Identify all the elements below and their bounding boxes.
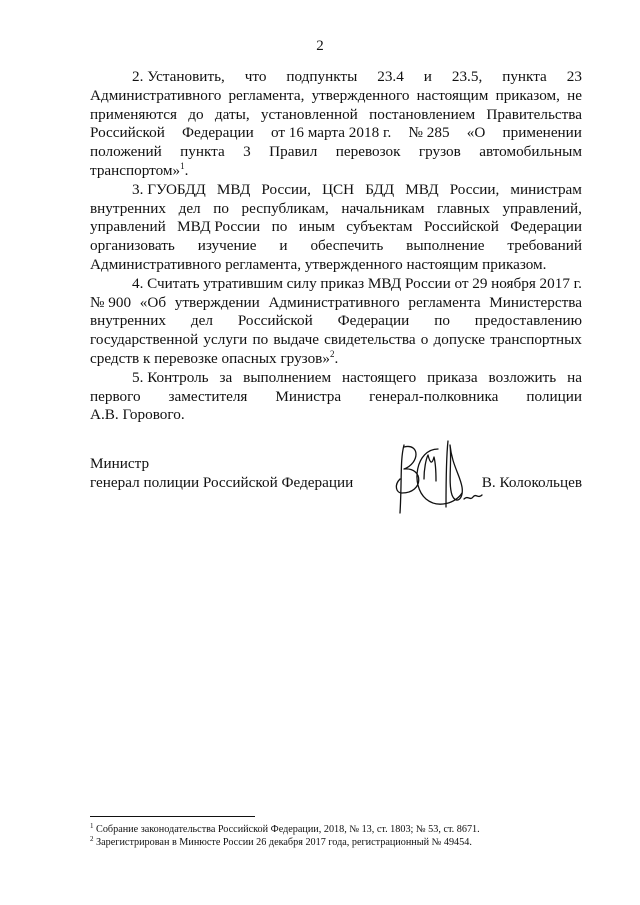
word: изучение (197, 237, 257, 255)
text-line-content: транспортом» (90, 161, 181, 179)
text-line (90, 143, 582, 162)
word: дел (190, 312, 213, 330)
word: Российской (90, 124, 165, 142)
word: полиции (526, 387, 582, 405)
word: по (252, 331, 269, 349)
footnote-number: 2 (90, 835, 94, 843)
word: приказом, (495, 86, 560, 104)
footnote-1 (90, 823, 480, 836)
word: МВД России (177, 218, 261, 236)
word: по (434, 312, 450, 330)
word: допуске (433, 331, 486, 349)
word: утратившим (203, 274, 283, 292)
word: пункта (502, 68, 547, 85)
word: субъектам (346, 218, 413, 236)
word: утвержденного (311, 86, 410, 104)
word: «Об (139, 293, 167, 311)
word: генерал-полковника (369, 387, 499, 405)
word: Административного (90, 86, 222, 104)
word: внутренних (90, 312, 167, 330)
word: установленной (260, 105, 358, 123)
text-line (90, 331, 582, 350)
word: услуги (203, 331, 248, 349)
word: предоставлению (474, 312, 582, 330)
word: регламента (408, 293, 481, 311)
text-line (90, 218, 582, 237)
word: положений (90, 143, 162, 161)
word: Правил (269, 143, 318, 161)
word: силу (286, 274, 317, 292)
footnote-ref-2: 2 (329, 348, 335, 359)
text-line (90, 294, 582, 313)
word: 2017 (539, 274, 570, 292)
word: первого (90, 387, 141, 405)
word: Министерства (489, 293, 582, 311)
word: по (271, 218, 288, 236)
word: Министра (275, 387, 342, 405)
word: МВД (367, 274, 402, 292)
word: пункта (180, 143, 225, 161)
word: настоящим (416, 86, 489, 104)
paragraph-4 (90, 275, 582, 369)
word: «О (466, 124, 486, 142)
word: регламента, (228, 86, 305, 104)
word: ЦСН (322, 180, 355, 198)
word: автомобильным (479, 143, 582, 161)
signatory-title-line-1: Министр (90, 455, 150, 472)
word: приказа (427, 368, 478, 386)
text-line (90, 369, 582, 388)
paragraph-3 (90, 181, 582, 275)
word: Российской (237, 312, 313, 330)
word: дел (178, 199, 201, 217)
word: 23.5, (451, 68, 483, 85)
word: № 285 (408, 124, 450, 142)
word: возложить (488, 368, 557, 386)
footnote-number: 1 (90, 822, 94, 830)
text-line (90, 200, 582, 219)
paragraph-5 (90, 369, 582, 425)
word: № 900 (90, 293, 132, 311)
text-line (90, 181, 582, 200)
text-line (90, 350, 582, 369)
word: внутренних (90, 199, 167, 217)
word: по (213, 199, 229, 217)
word: и (279, 237, 288, 255)
word: приказ (320, 274, 365, 292)
word: 23 (566, 68, 582, 85)
word: выполнение (406, 237, 485, 255)
text-line (90, 388, 582, 407)
text-line-content: А.В. Горового. (90, 406, 185, 424)
word: ноября (491, 274, 536, 292)
word: г. (573, 274, 582, 292)
text-line (90, 275, 582, 294)
word: 3 (243, 143, 251, 161)
page-number: 2 (316, 38, 324, 54)
word: требований (507, 237, 582, 255)
signature-block (90, 455, 590, 493)
word: даты, (214, 105, 250, 123)
footnotes (90, 823, 480, 849)
text-line (90, 256, 582, 275)
order-body (90, 68, 582, 425)
word: 23.4 (377, 68, 404, 85)
word: на (567, 368, 582, 386)
word: 5. Контроль (132, 368, 209, 386)
word: управлений, (502, 199, 582, 217)
footnote-text: Зарегистрирован в Минюсте России 26 декабря 2017 года, регистрационный № 49454. (93, 837, 472, 848)
word: 4. (132, 274, 144, 292)
paragraph-2 (90, 68, 582, 181)
word: применении (502, 124, 582, 142)
word: выдаче (273, 331, 319, 349)
word: не (567, 86, 582, 104)
word: начальникам (341, 199, 425, 217)
word: Правительства (486, 105, 582, 123)
text-line-content: средств к перевозке опасных грузов» (90, 349, 330, 367)
footnote-separator (90, 816, 255, 817)
signatory-title-line-2: генерал полиции Российской Федерации (90, 473, 354, 491)
text-line (90, 162, 582, 181)
word: Федерации (182, 124, 254, 142)
word: Считать (147, 274, 200, 292)
word: от 16 марта 2018 г. (270, 124, 392, 142)
text-line (90, 106, 582, 125)
word: постановлением (369, 105, 476, 123)
text-line (90, 312, 582, 331)
footnote-ref-1: 1 (180, 160, 185, 171)
line-end: . (334, 349, 339, 367)
word: управлений (90, 218, 166, 236)
word: перевозок (335, 143, 401, 161)
word: выполнением (243, 368, 332, 386)
word: от (454, 274, 469, 292)
line-end: . (184, 161, 189, 179)
word: о (420, 331, 429, 349)
word: за (219, 368, 233, 386)
word: иным (298, 218, 335, 236)
signatory-name: В. Колокольцев (481, 473, 582, 491)
word: 2. Установить, (132, 68, 225, 85)
word: свидетельства (324, 331, 416, 349)
word: Федерации (510, 218, 582, 236)
word: республикам, (241, 199, 329, 217)
word: министрам (510, 180, 582, 198)
word: России (405, 274, 451, 292)
footnote-2 (90, 836, 480, 849)
word: организовать (90, 237, 175, 255)
text-line (90, 124, 582, 143)
word: грузов (418, 143, 461, 161)
word: обеспечить (310, 237, 384, 255)
word: МВД (405, 180, 439, 198)
word: России, (449, 180, 500, 198)
word: государственной (90, 331, 199, 349)
text-line (90, 68, 582, 87)
footnote-text: Собрание законодательства Российской Федерации, 2018, № 13, ст. 1803; № 53, ст. 8671. (93, 824, 480, 835)
word: утверждении (174, 293, 260, 311)
word: до (188, 105, 204, 123)
word: главных (437, 199, 490, 217)
word: Административного (268, 293, 400, 311)
word: транспортных (490, 331, 582, 349)
handwritten-signature (390, 435, 485, 520)
text-line-content: Административного регламента, утвержденного настоящим приказом. (90, 255, 547, 273)
word: России, (261, 180, 311, 198)
word: МВД (216, 180, 251, 198)
word: Федерации (337, 312, 410, 330)
word: настоящего (342, 368, 417, 386)
text-line (90, 406, 582, 425)
word: заместителя (168, 387, 248, 405)
text-line (90, 237, 582, 256)
word: применяются (90, 105, 178, 123)
text-line (90, 87, 582, 106)
word: что (244, 68, 267, 85)
word: подпункты (286, 68, 358, 85)
word: БДД (365, 180, 395, 198)
word: 3. ГУОБДД (132, 180, 206, 198)
word: 29 (472, 274, 488, 292)
word: Российской (423, 218, 499, 236)
word: и (423, 68, 432, 85)
